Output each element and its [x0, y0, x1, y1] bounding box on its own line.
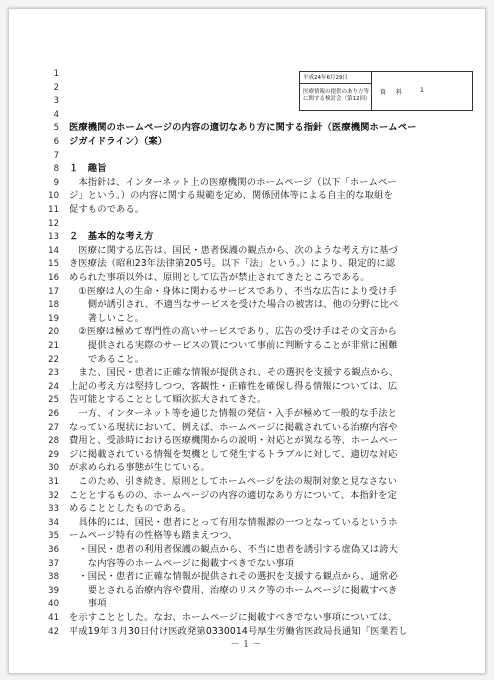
- line-number: 6: [53, 137, 59, 147]
- line-text: き医療法（昭和23年法律第205号。以下「法」という。）により、限定的に認: [69, 258, 396, 270]
- line-number: 18: [48, 300, 59, 311]
- section-heading: 医療機関のホームページの内容の適切なあり方に関する指針（医療機関ホームペー: [69, 122, 417, 134]
- line-text: 医療に関する広告は、国民・患者保護の観点から、次のような考え方に基づ: [69, 244, 398, 256]
- line-text: 事項: [69, 598, 107, 610]
- section-heading: １ 趣旨: [69, 163, 107, 175]
- line-number: 9: [53, 177, 59, 188]
- line-text: を示すこととした。なお、ホームページに掲載すべきでない事項については、: [69, 612, 398, 623]
- line-text: ジ」という。）の内容に関する規範を定め、関係団体等による自主的な取組を: [69, 190, 393, 202]
- line-number: 5: [53, 123, 59, 134]
- line-number: 14: [48, 245, 59, 256]
- document-label: 資 料: [380, 89, 405, 96]
- line-number: 38: [48, 572, 59, 583]
- line-number: 11: [48, 205, 59, 215]
- line-number: 40: [48, 599, 59, 610]
- line-number: 15: [48, 259, 59, 270]
- line-text: 費用と、受診時における医療機関からの説明・対応とが異なる等、ホームペー: [69, 435, 398, 447]
- line-number: 12: [48, 218, 59, 229]
- line-number: 20: [48, 327, 59, 338]
- line-text: ①医療は人の生命・身体に関わるサービスであり、不当な広告により受け手: [69, 285, 397, 297]
- line-number: 24: [48, 381, 59, 392]
- line-text: 具体的には、国民・患者にとって有用な情報源の一つとなっているというホ: [69, 516, 398, 528]
- line-text: ームページ特有の性格等も踏まえつつ、: [69, 530, 238, 542]
- line-text: な内容等のホームページに掲載すべきでない事項: [69, 557, 295, 569]
- document-page: [8, 8, 486, 674]
- meeting-name-line2: に関する検討会（第12回）: [303, 96, 371, 102]
- line-text: 促すものである。: [69, 204, 145, 215]
- line-text: 側が誘引され、不適当なサービスを受けた場合の被害は、他の分野に比べ: [69, 299, 399, 311]
- line-text: めることとしたものである。: [69, 503, 192, 515]
- line-number: 8: [53, 164, 59, 175]
- line-text: 本指針は、インターネット上の医療機関のホームページ（以下「ホームペー: [69, 176, 397, 188]
- line-text: 要とされる治療内容や費用、治療のリスク等のホームページに掲載すべき: [69, 584, 398, 596]
- line-number: 34: [48, 517, 59, 528]
- line-number: 37: [48, 558, 59, 569]
- line-number: 28: [48, 436, 59, 447]
- line-text: ・国民・患者に正確な情報が提供されその選択を支援する観点から、通常必: [69, 571, 398, 583]
- line-number: 41: [48, 613, 59, 623]
- line-number: 7: [53, 150, 59, 161]
- line-number: 32: [48, 490, 59, 501]
- line-number: 10: [48, 191, 59, 202]
- line-number: 23: [48, 368, 59, 379]
- line-number: 19: [48, 313, 59, 324]
- line-text: 告可能とすることとして順次拡大されてきた。: [69, 394, 267, 406]
- line-number: 13: [48, 232, 59, 243]
- line-text: 提供される実際のサービスの質について事前に判断することが非常に困難: [69, 340, 398, 351]
- line-number: 29: [48, 449, 59, 460]
- line-number: 30: [48, 463, 59, 474]
- line-text: また、国民・患者に正確な情報が提供され、その選択を支援する観点から、: [69, 367, 399, 379]
- meeting-date: 平成24年6月29日: [300, 72, 372, 84]
- line-number: 1: [53, 69, 59, 79]
- line-number: 17: [48, 286, 59, 297]
- line-number: 3: [53, 96, 59, 107]
- line-text: が求められる事態が生じている。: [69, 462, 210, 474]
- line-number: 39: [48, 585, 59, 596]
- line-text: められた事項以外は、原則として広告が禁止されてきたところである。: [69, 272, 370, 283]
- line-number: 42: [48, 626, 59, 637]
- line-number: 4: [53, 109, 59, 120]
- line-number: 25: [48, 395, 59, 406]
- line-number: 35: [48, 531, 59, 542]
- line-text: であること。: [69, 353, 145, 365]
- line-text: 上記の考え方は堅持しつつ、客観性・正確性を確保し得る情報については、広: [69, 380, 398, 392]
- line-number: 31: [48, 477, 59, 487]
- line-text: このため、引き続き、原則としてホームページを法の規制対象と見なさない: [69, 476, 397, 487]
- line-text: 平成19年３月30日付け医政発第0330014号厚生労働省医政局長通知「医業若し: [69, 625, 408, 637]
- line-text: ②医療は極めて専門性の高いサービスであり、広告の受け手はその文言から: [69, 326, 397, 338]
- section-heading: ２ 基本的な考え方: [69, 231, 154, 243]
- line-text: ・国民・患者の利用者保護の観点から、不当に患者を誘引する虚偽又は誇大: [69, 544, 398, 555]
- line-number: 21: [48, 341, 59, 351]
- page-number: －１－: [230, 640, 264, 650]
- line-text: 著しいこと。: [69, 312, 145, 324]
- line-number: 2: [53, 82, 59, 93]
- line-text: なっている現状において、例えば、ホームページに掲載されている治療内容や: [69, 421, 398, 433]
- line-number: 22: [48, 354, 59, 365]
- line-text: ジに掲載されている情報を契機として発生するトラブルに対して、適切な対応: [69, 448, 398, 460]
- line-number: 16: [48, 273, 59, 283]
- section-heading: ジガイドライン）（案）: [69, 136, 168, 147]
- line-number: 27: [48, 422, 59, 433]
- line-text: 一方、インターネット等を通じた情報の発信・入手が極めて一般的な手法と: [69, 408, 398, 419]
- meeting-name-line1: 医療情報の提供のあり方等: [303, 89, 370, 95]
- line-number: 26: [48, 409, 59, 419]
- line-text: こととするものの、ホームページの内容の適切なあり方について、本指針を定: [69, 489, 397, 501]
- document-number: 1: [420, 87, 424, 94]
- line-number: 36: [48, 545, 59, 555]
- line-number: 33: [48, 504, 59, 515]
